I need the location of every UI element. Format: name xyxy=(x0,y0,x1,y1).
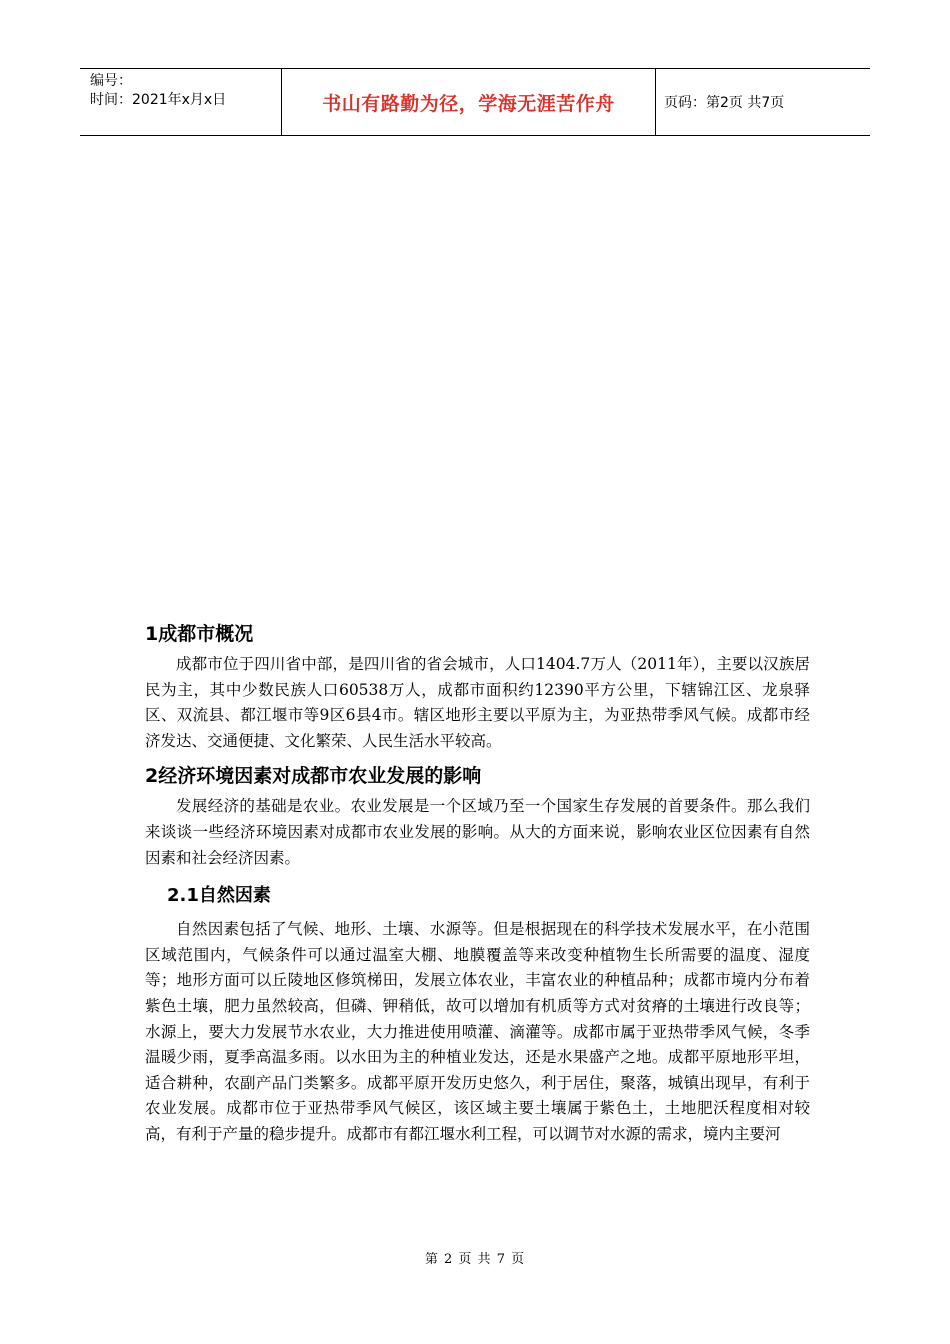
section-heading-economic-factors: 2经济环境因素对成都市农业发展的影响 xyxy=(145,765,482,788)
subsection-heading-natural-factors: 2.1自然因素 xyxy=(167,885,271,907)
serial-number-label: 编号： xyxy=(90,73,132,89)
section-heading-overview: 1成都市概况 xyxy=(145,623,254,645)
document-body xyxy=(145,616,810,1152)
header-page-cell xyxy=(656,69,870,135)
section-paragraph-overview: 成都市位于四川省中部，是四川省的省会城市，人口1404.7万人（2011年），主要以汉族居民为主，其中少数民族人口60538万人，成都市面积约12390平方公里，下辖锦江区、龙泉驿区、双流县、都江堰市等9区6县4市。辖区地形主要以平原为主，为亚热带季风气候。成都市经济发达、交通便捷、文化繁荣、人民生活水平较高。 xyxy=(145,655,810,750)
subsection-paragraph-natural-factors: 自然因素包括了气候、地形、土壤、水源等。但是根据现在的科学技术发展水平，在小范围区域范围内，气候条件可以通过温室大棚、地膜覆盖等来改变种植物生长所需要的温度、湿度等；地形方面可以丘陵地区修筑梯田，发展立体农业，丰富农业的种植品种；成都市境内分布着紫色土壤，肥力虽然较高，但磷、钾稍低，故可以增加有机质等方式对贫瘠的土壤进行改良等；水源上，要大力发展节水农业，大力推进使用喷灌、滴灌等。成都市属于亚热带季风气候，冬季温暖少雨，夏季高温多雨。以水田为主的种植业发达，还是水果盛产之地。成都平原地形平坦，适合耕种，农副产品门类繁多。成都平原开发历史悠久，利于居住，聚落，城镇出现早，有利于农业发展。成都市位于亚热带季风气候区，该区域主要土壤属于紫色土，土地肥沃程度相对较高，有利于产量的稳步提升。成都市有都江堰水利工程，可以调节对水源的需求，境内主要河 xyxy=(145,920,810,1143)
section-paragraph-economic-factors: 发展经济的基础是农业。农业发展是一个区域乃至一个国家生存发展的首要条件。那么我们来谈谈一些经济环境因素对成都市农业发展的影响。从大的方面来说，影响农业区位因素有自然因素和社会经济因素。 xyxy=(145,797,810,867)
page-header xyxy=(80,68,870,136)
page-code: 页码：第2页 共7页 xyxy=(664,95,785,111)
date-label: 时间：2021年x月x日 xyxy=(90,92,227,108)
page-footer: 第 2 页 共 7 页 xyxy=(424,1252,526,1267)
header-motto-cell xyxy=(282,69,656,135)
header-meta xyxy=(80,69,282,135)
motto-text: 书山有路勤为径，学海无涯苦作舟 xyxy=(322,92,615,115)
